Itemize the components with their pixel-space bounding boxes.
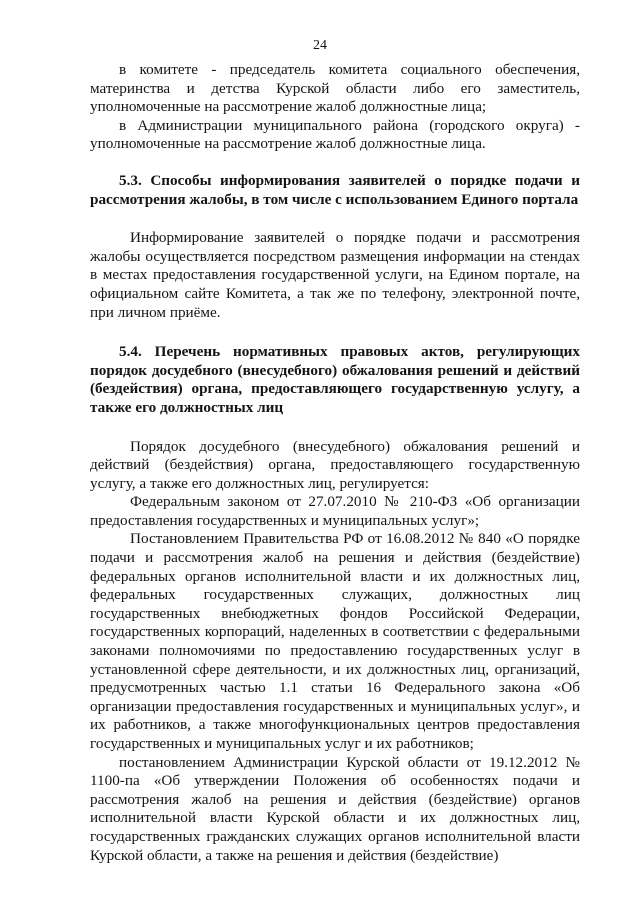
paragraph-government-resolution: Постановлением Правительства РФ от 16.08.2012 № 840 «О порядке подачи и рассмотрения жалоб на решения и действия (бездействие) федеральных органов исполнительной власти и их должностных лиц, федеральных государственных служащих, должностных лиц государственных внебюджетных фондов Российской Федерации, государственных корпораций, наделенных в соответствии с федеральными законами полномочиями по предоставлению государственных услуг в установленной сфере деятельности, и их должностных лиц, организаций, предусмотренных частью 1.1 статьи 16 Федерального закона «Об организации предоставления государственных и муниципальных услуг», и их работников, а также многофункциональных центров предоставления государственных и муниципальных услуг и их работников;	[90, 530, 580, 752]
paragraph-municipal-reviewers: в Администрации муниципального района (городского округа) - уполномоченные на рассмотрение жалоб должностные лица.	[90, 116, 580, 153]
paragraph-informing-methods: Информирование заявителей о порядке подачи и рассмотрения жалобы осуществляется посредством размещения информации на стендах в местах предоставления государственной услуги, на Едином портале, на официальном сайте Комитета, а так же по телефону, электронной почте, при личном приёме.	[90, 229, 580, 321]
document-body	[90, 61, 580, 865]
paragraph-kursk-resolution: постановлением Администрации Курской области от 19.12.2012 № 1100-па «Об утверждении Положения об особенностях подачи и рассмотрения жалоб на решения и действия (бездействие) органов исполнительной власти Курской области и их должностных лиц, государственных гражданских служащих органов исполнительной власти Курской области, а также на решения и действия (бездействие)	[90, 753, 580, 864]
section-5-3-heading: 5.3. Способы информирования заявителей о порядке подачи и рассмотрения жалобы, в том числе с использованием Единого портала	[90, 171, 580, 208]
paragraph-federal-law: Федеральным законом от 27.07.2010 № 210-ФЗ «Об организации предоставления государственных и муниципальных услуг»;	[90, 493, 580, 529]
page-number: 24	[313, 38, 327, 53]
section-5-4-heading: 5.4. Перечень нормативных правовых актов, регулирующих порядок досудебного (внесудебного) обжалования решений и действий (бездействия) органа, предоставляющего государственную услугу, а также его должностных лиц	[90, 343, 580, 416]
paragraph-appeal-procedure: Порядок досудебного (внесудебного) обжалования решений и действий (бездействия) органа, предоставляющего государственную услугу, а также его должностных лиц, регулируется:	[90, 437, 580, 492]
paragraph-committee-reviewers: в комитете - председатель комитета социального обеспечения, материнства и детства Курской области либо его заместитель, уполномоченные на рассмотрение жалоб должностные лица;	[90, 61, 580, 116]
